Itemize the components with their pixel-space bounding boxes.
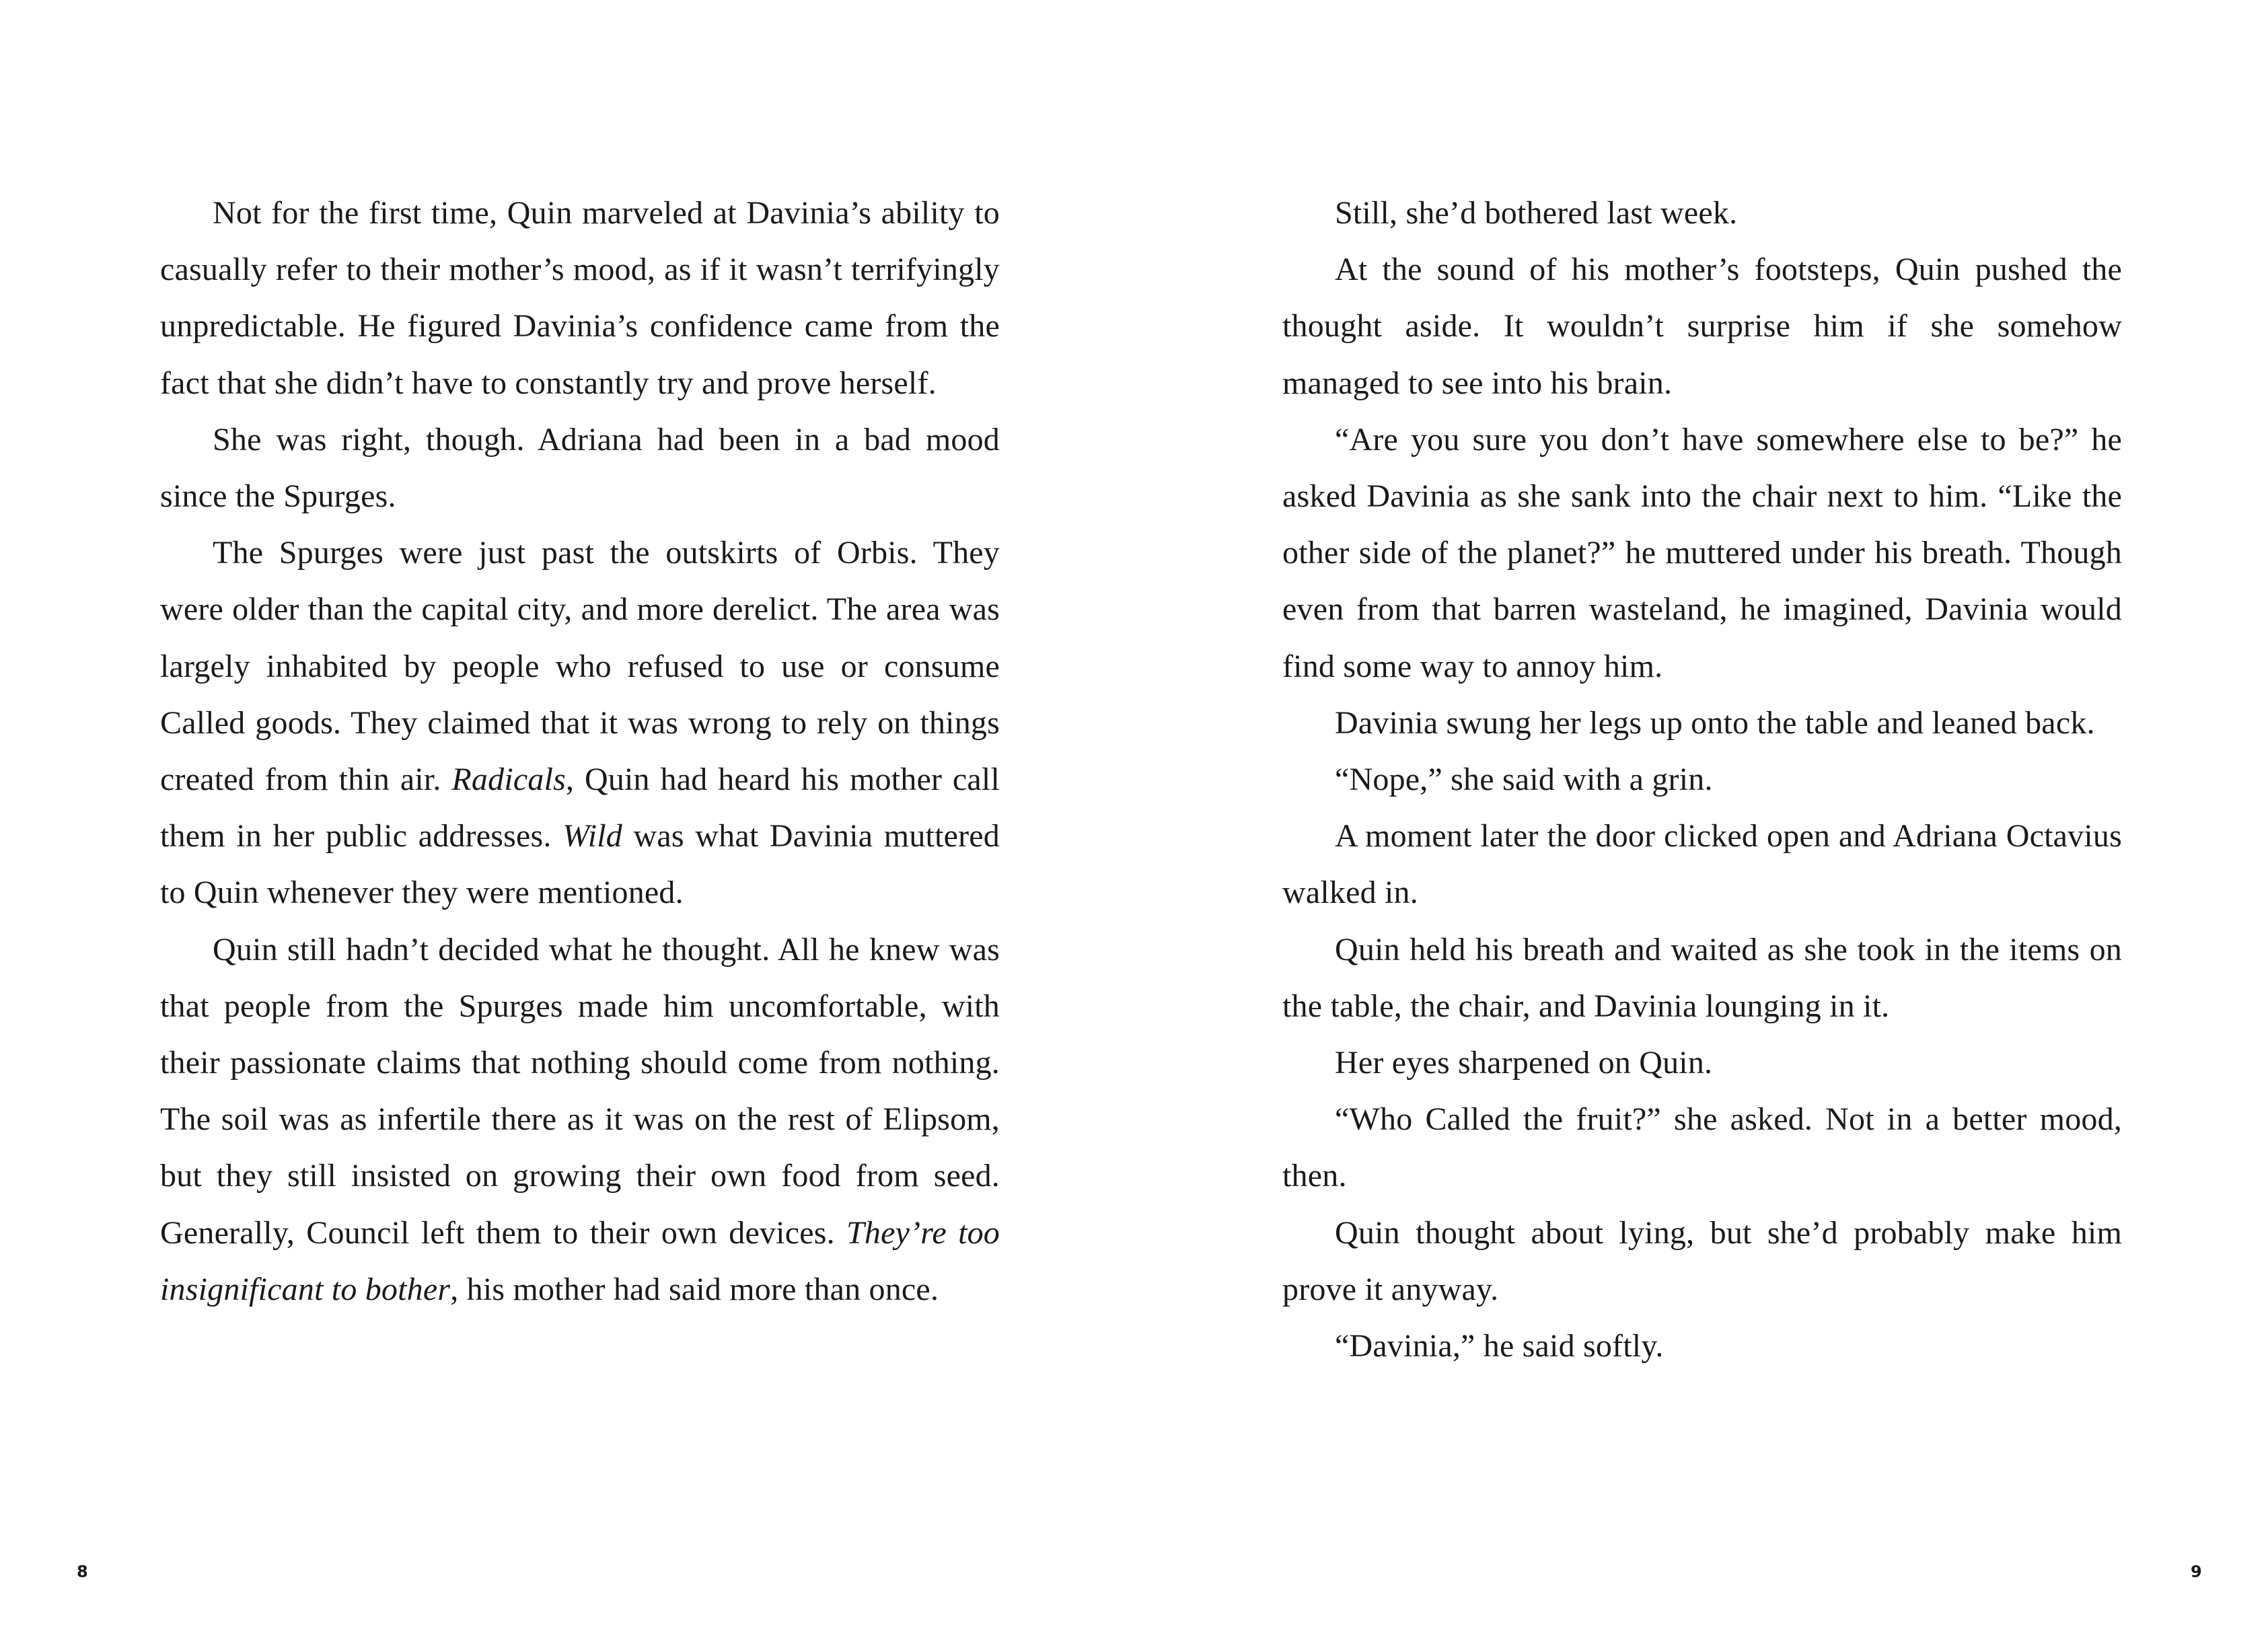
left-paragraph-2: [160, 412, 1000, 525]
right-paragraph-8: [1282, 1035, 2122, 1091]
text-segment: , Quin had heard his mother call them in her public addresses.: [160, 762, 1000, 854]
right-paragraph-7: [1282, 922, 2122, 1035]
italic-text-segment: Radicals: [451, 762, 566, 798]
left-paragraph-1: [160, 185, 1000, 412]
right-paragraph-4: [1282, 695, 2122, 752]
right-paragraph-5: [1282, 752, 2122, 808]
text-segment: Quin held his breath and waited as she took in the items on the table, the chair, and Davinia lounging in it.: [1282, 931, 2122, 1024]
left-paragraph-4: [160, 922, 1000, 1318]
text-segment: She was right, though. Adriana had been in a bad mood since the Spurges.: [160, 421, 1000, 515]
page-number: 8: [77, 1562, 88, 1581]
text-segment: Her eyes sharpened on Quin.: [1335, 1045, 1713, 1081]
text-segment: was what Davinia muttered to Quin whenever they were mentioned.: [160, 818, 1000, 911]
text-segment: “Nope,” she said with a grin.: [1335, 762, 1713, 798]
text-segment: A moment later the door clicked open and Adriana Octavius walked in.: [1282, 818, 2122, 911]
text-segment: Quin still hadn’t decided what he thought. All he knew was that people from the Spurges made him uncomfortable, with their passionate claims that nothing should come from nothing. The soil was as infertile there as it was on the rest of Elipsom, but they still insisted on growing their own food from seed. Generally, Council left them to their own devices.: [160, 931, 1000, 1251]
right-paragraph-9: [1282, 1091, 2122, 1204]
right-paragraph-6: [1282, 808, 2122, 921]
right-paragraph-11: [1282, 1318, 2122, 1375]
right-paragraph-1: [1282, 185, 2122, 242]
text-segment: Not for the first time, Quin marveled at Davinia’s ability to casually refer to their mother’s mood, as if it wasn’t terrifyingly unpredictable. He figured Davinia’s confidence came from the fact that she didn’t have to constantly try and prove herself.: [160, 195, 1000, 401]
right-page: [1134, 0, 2268, 1643]
text-segment: , his mother had said more than once.: [450, 1271, 939, 1307]
page-number: 9: [2191, 1562, 2202, 1581]
text-segment: Quin thought about lying, but she’d probably make him prove it anyway.: [1282, 1214, 2122, 1307]
right-paragraph-10: [1282, 1205, 2122, 1318]
text-segment: Still, she’d bothered last week.: [1335, 195, 1738, 231]
text-segment: “Are you sure you don’t have somewhere else to be?” he asked Davinia as she sank into the chair next to him. “Like the other side of the planet?” he muttered under his breath. Though even from that barren wasteland, he imagined, Davinia would find some way to annoy him.: [1282, 421, 2122, 684]
text-segment: “Who Called the fruit?” she asked. Not in a better mood, then.: [1282, 1101, 2122, 1194]
left-paragraph-3: [160, 525, 1000, 921]
text-segment: Davinia swung her legs up onto the table and leaned back.: [1335, 704, 2095, 741]
left-page-text: [160, 185, 1000, 1318]
right-paragraph-3: [1282, 412, 2122, 695]
italic-text-segment: They’re too insignificant to bother: [160, 1214, 1000, 1307]
italic-text-segment: Wild: [562, 818, 622, 854]
text-segment: The Spurges were just past the outskirts of Orbis. They were older than the capital city, and more derelict. The area was largely inhabited by people who refused to use or consume Called goods. They claimed that it was wrong to rely on things created from thin air.: [160, 535, 1000, 798]
right-page-text: [1282, 185, 2122, 1375]
text-segment: “Davinia,” he said softly.: [1335, 1328, 1664, 1364]
text-segment: At the sound of his mother’s footsteps, Quin pushed the thought aside. It wouldn’t surprise him if she somehow managed to see into his brain.: [1282, 252, 2122, 401]
right-paragraph-2: [1282, 242, 2122, 412]
